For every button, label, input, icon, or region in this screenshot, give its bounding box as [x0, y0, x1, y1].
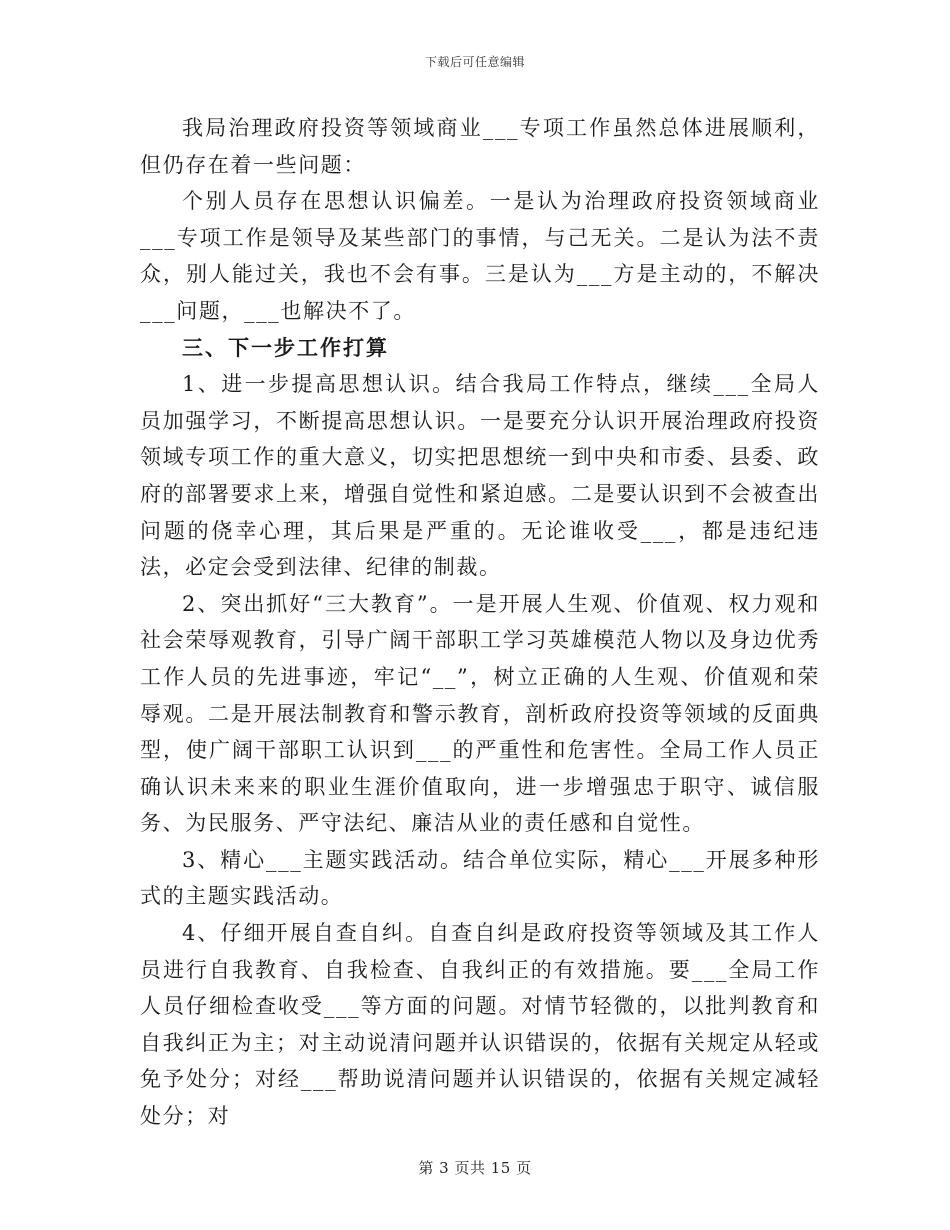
- document-body: [140, 110, 820, 1135]
- page-number-footer: 第 3 页共 15 页: [418, 1159, 532, 1177]
- paragraph-item-4: 4、仔细开展自查自纠。自查自纠是政府投资等领域及其工作人员进行自我教育、自我检查、自我纠正的有效措施。要___全局工作人员仔细检查收受___等方面的问题。对情节轻微的，以批判教育和自我纠正为主；对主动说清问题并认识错误的，依据有关规定从轻或免予处分；对经___帮助说清问题并认识错误的，依据有关规定减轻处分；对: [140, 921, 820, 1129]
- paragraph-item-3: 3、精心___主题实践活动。结合单位实际，精心___开展多种形式的主题实践活动。: [140, 847, 820, 909]
- paragraph-item-2: 2、突出抓好“三大教育”。一是开展人生观、价值观、权力观和社会荣辱观教育，引导广阔干部职工学习英雄模范人物以及身边优秀工作人员的先进事迹，牢记“__”，树立正确的人生观、价值观和荣辱观。二是开展法制教育和警示教育，剖析政府投资等领域的反面典型，使广阔干部职工认识到___的严重性和危害性。全局工作人员正确认识未来来的职业生涯价值取向，进一步增强忠于职守、诚信服务、为民服务、严守法纪、廉洁从业的责任感和自觉性。: [140, 591, 820, 836]
- section-heading-next-steps: 三、下一步工作打算: [182, 334, 389, 360]
- paragraph-problems-detail: 个别人员存在思想认识偏差。一是认为治理政府投资领域商业___专项工作是领导及某些部门的事情，与己无关。二是认为法不责众，别人能过关，我也不会有事。三是认为___方是主动的，不解决___问题，___也解决不了。: [140, 189, 820, 323]
- paragraph-problems-intro: 我局治理政府投资等领域商业___专项工作虽然总体进展顺利，但仍存在着一些问题：: [140, 116, 820, 177]
- page-header: 下载后可任意编辑: [424, 55, 525, 69]
- paragraph-item-1: 1、进一步提高思想认识。结合我局工作特点，继续___全局人员加强学习，不断提高思想认识。一是要充分认识开展治理政府投资领域专项工作的重大意义，切实把思想统一到中央和市委、县委、政府的部署要求上来，增强自觉性和紧迫感。二是要认识到不会被查出问题的侥幸心理，其后果是严重的。无论谁收受___，都是违纪违法，必定会受到法律、纪律的制裁。: [140, 372, 820, 580]
